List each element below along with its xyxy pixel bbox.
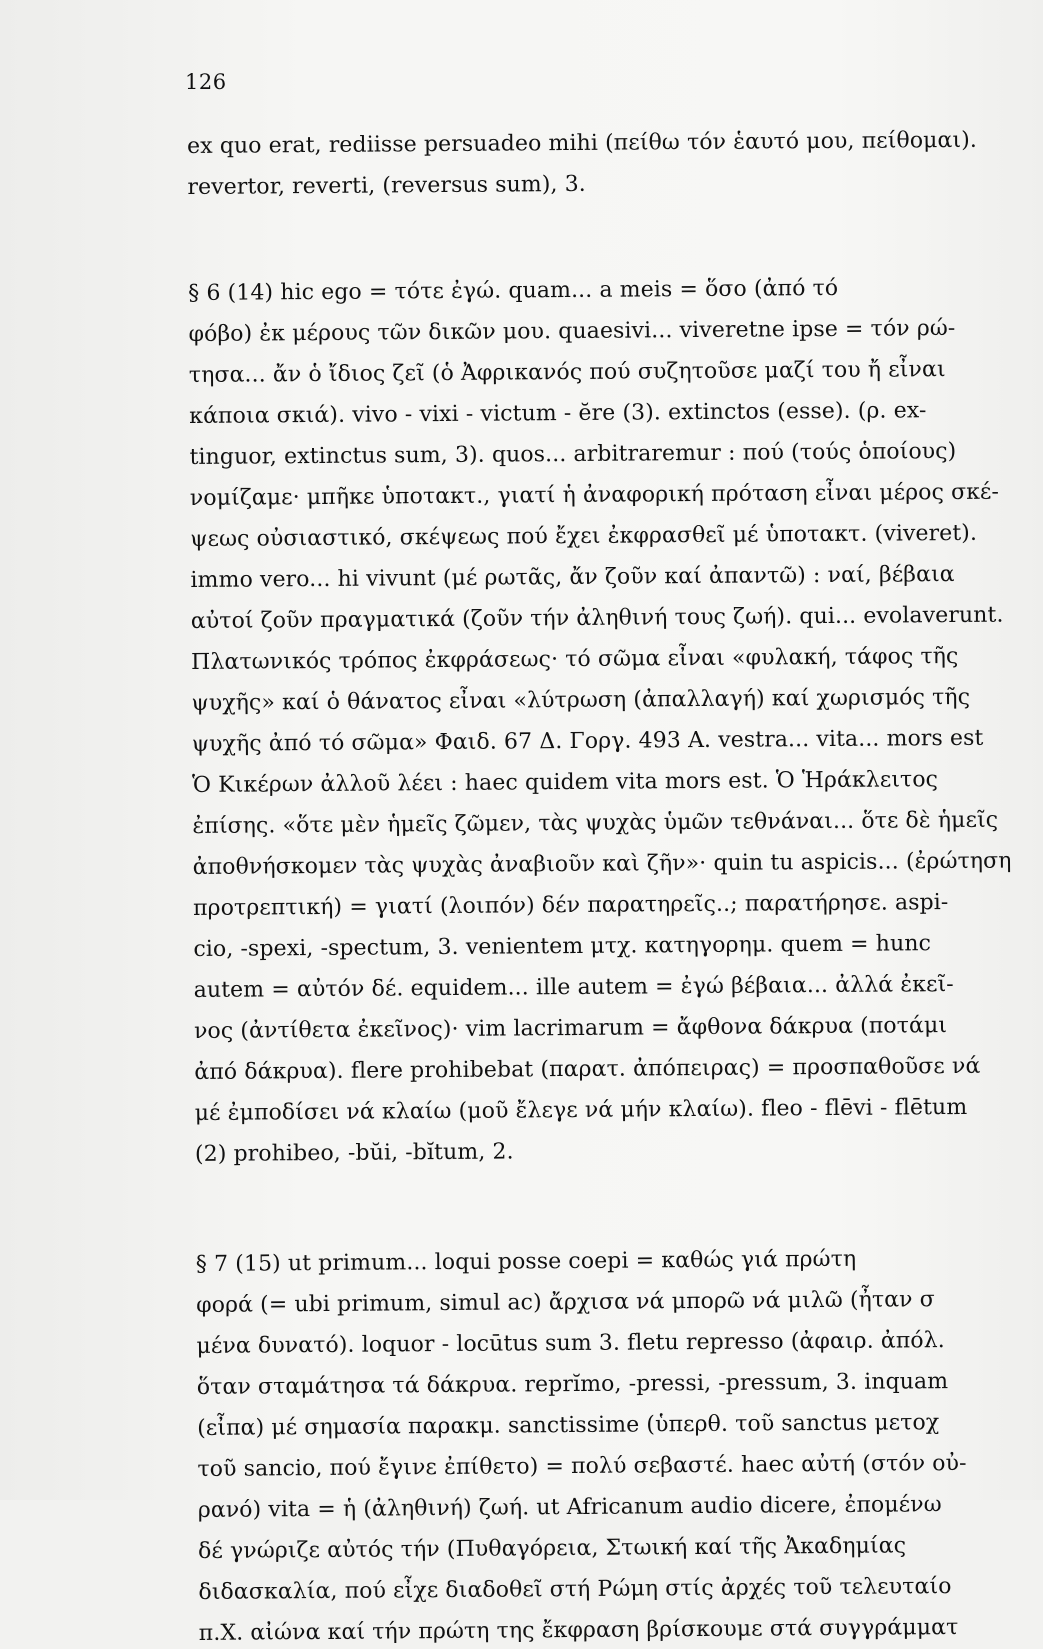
text-line: ἐπίσης. «ὅτε μὲν ἡμεῖς ζῶμεν, τὰς ψυχὰς ὑμῶν τεθνάναι... ὅτε δὲ ἡμεῖς [192, 807, 999, 839]
text-line: δέ γνώριζε αὐτός τήν (Πυθαγόρεια, Στωική καί τῆς Ἀκαδημίας [198, 1533, 907, 1564]
text-line: tinguor, extinctus sum, 3). quos... arbitraremur : πού (τούς ὁποίους) [189, 438, 957, 470]
text-line: ἀπό δάκρυα). flere prohibebat (παρατ. ἀπόπειρας) = προσπαθοῦσε νά [194, 1053, 981, 1085]
text-line: ἀποθνήσκομεν τὰς ψυχὰς ἀναβιοῦν καὶ ζῆν»· quin tu aspicis... (ἐρώτηση [192, 848, 1012, 880]
text-line: νομίζαμε· μπῆκε ὑποτακτ., γιατί ἡ ἀναφορική πρόταση εἶναι μέρος σκέ- [189, 479, 1000, 511]
text-line: π.Χ. αἰώνα καί τήν πρώτη της ἔκφραση βρίσκουμε στά συγγράμματ [198, 1614, 959, 1646]
text-line: φόβο) ἐκ μέρους τῶν δικῶν μου. quaesivi... viveretne ipse = τόν ρώ- [188, 315, 956, 347]
text-line: immo vero... hi vivunt (μέ ρωτᾶς, ἄν ζοῦν καί ἀπαντῶ) : ναί, βέβαια [190, 561, 955, 593]
text-line: κάποια σκιά). vivo - vixi - victum - ĕre (3). extinctos (esse). (ρ. ex- [189, 398, 927, 429]
text-line: προτρεπτική) = γιατί (λοιπόν) δέν παρατηρεῖς..; παρατήρησε. aspi- [192, 890, 949, 921]
text-line: ψυχῆς» καί ὁ θάνατος εἶναι «λύτρωση (ἀπαλλαγή) καί χωρισμός τῆς [191, 684, 971, 716]
text-line: τησα... ἄν ὁ ἴδιος ζεῖ (ὁ Ἀφρικανός πού συζητοῦσε μαζί του ἤ εἶναι [188, 357, 946, 388]
text-line: αὐτοί ζοῦν πραγματικά (ζοῦν τήν ἀληθινή τους ζωή). qui... evolaverunt. [190, 602, 1004, 634]
page-number: 126 [185, 70, 227, 94]
text-line: § 6 (14) hic ego = τότε ἐγώ. quam... a meis = ὅσο (ἀπό τό [188, 275, 839, 306]
text-line: § 7 (15) ut primum... loqui posse coepi = καθώς γιά πρώτη [195, 1246, 857, 1277]
text-line: revertor, reverti, (reversus sum), 3. [187, 171, 586, 200]
text-line: ψυχῆς ἀπό τό σῶμα» Φαιδ. 67 Δ. Γοργ. 493 Α. vestra... vita... mors est [191, 725, 984, 757]
text-line: ρανό) vita = ἡ (ἀληθινή) ζωή. ut Africanum audio dicere, ἐπομένω [197, 1492, 942, 1523]
text-line: τοῦ sancio, πού ἔγινε ἐπίθετο) = πολύ σεβαστέ. haec αὐτή (στόν οὐ- [197, 1450, 967, 1482]
text-line: ex quo erat, rediisse persuadeo mihi (πείθω τόν ἑαυτό μου, πείθομαι). [186, 127, 978, 159]
text-line: Ὁ Κικέρων ἀλλοῦ λέει : haec quidem vita mors est. Ὁ Ἡράκλειτος [192, 767, 939, 798]
text-line: (2) prohibeo, -bŭi, -bĭtum, 2. [194, 1139, 514, 1167]
text-line: μέ ἐμποδίσει νά κλαίω (μοῦ ἔλεγε νά μήν κλαίω). fleo - flēvi - flētum [194, 1094, 968, 1126]
text-line: μένα δυνατό). loquor - locūtus sum 3. fletu represso (ἀφαιρ. ἀπόλ. [196, 1328, 945, 1359]
text-line: cio, -spexi, -spectum, 3. venientem μτχ. κατηγορημ. quem = hunc [193, 931, 932, 962]
commentary-text [186, 127, 1037, 1646]
text-line: φορά (= ubi primum, simul ac) ἄρχισα νά μπορῶ νά μιλῶ (ἦταν σ [196, 1287, 935, 1318]
text-line: autem = αὐτόν δέ. equidem... ille autem = ἐγώ βέβαια... ἀλλά ἐκεῖ- [193, 972, 954, 1003]
text-line: ὅταν σταμάτησα τά δάκρυα. reprĭmo, -pressi, -pressum, 3. inquam [196, 1369, 949, 1400]
text-line: διδασκαλία, πού εἶχε διαδοθεῖ στή Ρώμη στίς ἀρχές τοῦ τελευταίο [198, 1574, 952, 1605]
text-line: Πλατωνικός τρόπος ἐκφράσεως· τό σῶμα εἶναι «φυλακή, τάφος τῆς [191, 643, 959, 675]
text-line: (εἶπα) μέ σημασία παρακμ. sanctissime (ὑπερθ. τοῦ sanctus μετοχ [197, 1410, 940, 1441]
text-line: ψεως οὐσιαστικό, σκέψεως πού ἔχει ἐκφρασθεῖ μέ ὑποτακτ. (viveret). [190, 520, 978, 552]
text-line: νος (ἀντίθετα ἐκεῖνος)· vim lacrimarum = ἄφθονα δάκρυα (ποτάμι [193, 1013, 948, 1044]
